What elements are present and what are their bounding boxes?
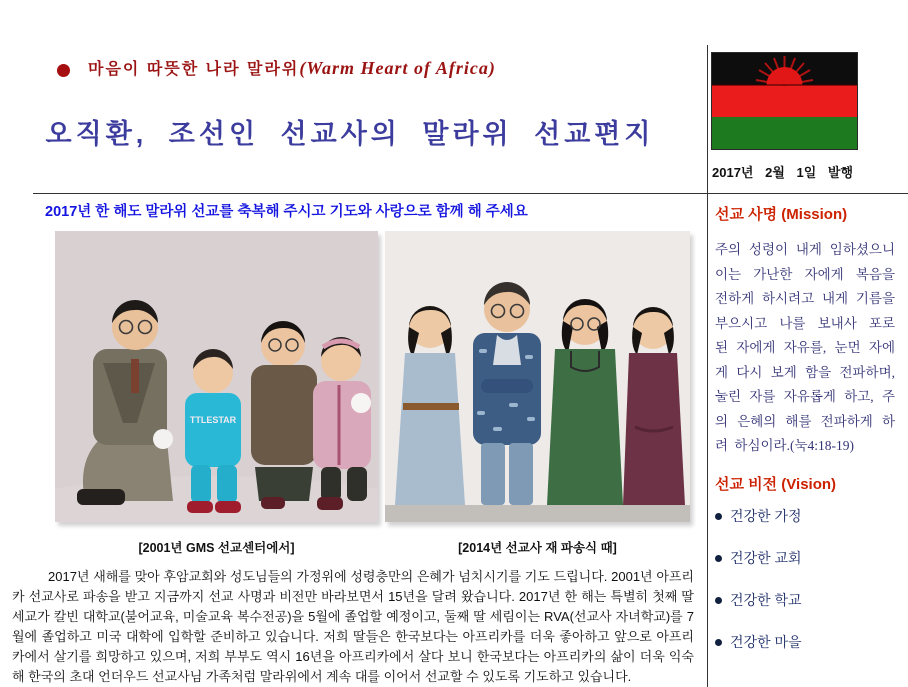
photo-family-in-snow [55, 231, 378, 522]
header-divider [33, 193, 908, 194]
vision-item-school [715, 590, 900, 610]
newsletter-body-paragraph: 2017년 새해를 맞아 후암교회와 성도님들의 가정위에 성령충만의 은혜가 넘치시기를 기도 드립니다. 2001년 아프리카 선교사로 파송을 받고 지금까지 선교 사명과 비전만 바라보면서 15년을 달려 왔습니다. 2017년 한 해는 특별히 첫째 딸 세교가 칼빈 대학교(불어교육, 미술교육 복수전공)을 5월에 졸업할 예정이고, 둘째 딸 세림이는 RVA(선교사 자녀학교)를 7월에 졸업하고 미국 대학에 입학할 준비하고 있습니다. 저희 딸들은 한국보다는 아프리카를 더욱 좋아하고 앞으로 아프리카에서 살기를 희망하고 있으며, 저희 부부도 역시 16년을 아프리카에서 살다 보니 한국보다는 아프리카의 삶이 더욱 익숙해 한국의 초대 언더우드 선교사님 가족처럼 말라위에서 계속 대를 이어서 선교할 수 있도록 기도하고 있습니다. [12, 569, 694, 684]
malawi-flag-image [711, 52, 858, 150]
svg-text:TTLESTAR: TTLESTAR [189, 415, 237, 425]
vision-heading: 선교 비전 (Vision) [715, 476, 837, 493]
vision-list [715, 506, 900, 674]
bullet-icon [715, 513, 722, 520]
mission-verse-text: 주의 성령이 내게 임하셨으니 이는 가난한 자에게 복음을 전하게 하시려고 내게 기름을 부으시고 나를 보내사 포로 된 자에게 자유를, 눈먼 자에게 다시 보게 함을 전파하며, 눌린 자를 자유롭게 하고, 주의 은혜의 해를 전파하게 하려 하심이라.(눅4:18-19) [715, 242, 895, 453]
red-bullet-icon [57, 64, 70, 77]
bullet-icon [715, 597, 722, 604]
photo-caption-2014: [2014년 선교사 재 파송식 때] [458, 541, 617, 555]
photo-family-studio [385, 231, 690, 522]
sidebar-divider [707, 45, 708, 687]
malawi-flag-icon [712, 53, 857, 149]
tagline-english: (Warm Heart of Africa) [299, 58, 496, 78]
vision-item-label: 건강한 학교 [730, 592, 802, 608]
vision-item-label: 건강한 가정 [730, 508, 802, 524]
newsletter-title: 오직환, 조선인 선교사의 말라위 선교편지 [45, 119, 655, 149]
main-headline: 2017년 한 해도 말라위 선교를 축복해 주시고 기도와 사랑으로 함께 해 주세요 [45, 204, 528, 220]
vision-item-village [715, 632, 900, 652]
mission-heading: 선교 사명 (Mission) [715, 206, 848, 223]
tagline [88, 56, 496, 79]
vision-item-family [715, 506, 900, 526]
tagline-korean: 마음이 따뜻한 나라 말라위 [88, 61, 300, 78]
issue-date: 2017년 2월 1일 발행 [712, 165, 854, 180]
bullet-icon [715, 555, 722, 562]
bullet-icon [715, 639, 722, 646]
vision-item-label: 건강한 교회 [730, 550, 802, 566]
vision-item-church [715, 548, 900, 568]
photo-caption-2001: [2001년 GMS 선교센터에서] [138, 541, 295, 555]
vision-item-label: 건강한 마을 [730, 634, 802, 650]
